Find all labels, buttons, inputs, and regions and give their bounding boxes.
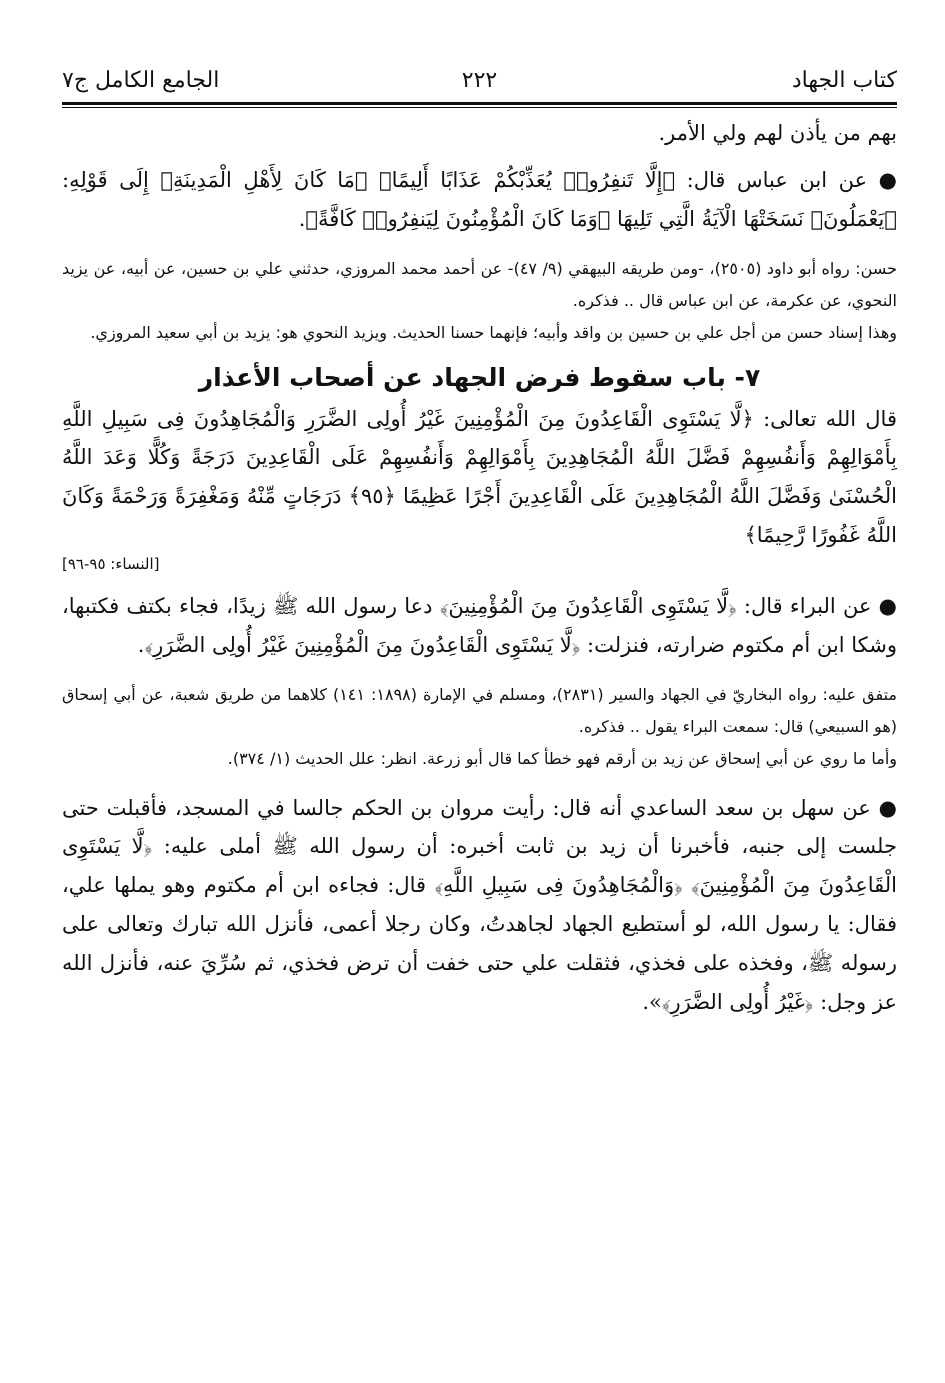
section-heading: ٧- باب سقوط فرض الجهاد عن أصحاب الأعذار [198,362,761,392]
paragraph-continuation: بهم من يأذن لهم ولي الأمر. [658,121,897,145]
book-title: الجامع الكامل ج٧ [62,68,220,93]
page-number: ٢٢٢ [461,68,498,93]
illah-note: وأما ما روي عن أبي إسحاق عن زيد بن أرقم فهو خطأ كما قال أبو زرعة. انظر: علل الحديث (١/ ٣٧٤). [227,748,897,768]
hadith-sahl-ibn-saad: ● عن سهل بن سعد الساعدي أنه قال: رأيت مروان بن الحكم جالسا في المسجد، فأقبلت حتى جلست إلى جنبه، فأخبرنا أن زيد بن ثابت أخبره: أن رسول الله ﷺ أملى عليه: ﴿لَّا يَسْتَوِى الْقَاعِدُونَ مِنَ الْمُؤْمِنِينَ﴾ ﴿وَالْمُجَاهِدُونَ فِى سَبِيلِ اللَّهِ﴾ قال: فجاءه ابن أم مكتوم وهو يملها علي، فقال: يا رسول الله، لو أستطيع الجهاد لجاهدتُ، وكان رجلا أعمى، فأنزل الله تبارك وتعالى على رسوله ﷺ، وفخذه على فخذي، فثقلت علي حتى خفت أن ترض فخذي، ثم سُرِّيَ عنه، فأنزل الله عز وجل: ﴿غَيْرُ أُولِى الضَّرَرِ﴾». [62,795,897,1014]
hadith-al-bara: ● عن البراء قال: ﴿لَّا يَسْتَوِى الْقَاعِدُونَ مِنَ الْمُؤْمِنِينَ﴾ دعا رسول الله ﷺ زيدًا، فجاء بكتف فكتبها، وشكا ابن أم مكتوم ضرارته، فنزلت: ﴿لَّا يَسْتَوِى الْقَاعِدُونَ مِنَ الْمُؤْمِنِينَ غَيْرُ أُولِى الضَّرَرِ﴾. [62,593,897,657]
isnad-note: وهذا إسناد حسن من أجل علي بن حسين بن واقد وأبيه؛ فإنهما حسنا الحديث. ويزيد النحوي هو: يزيد بن أبي سعيد المروزي. [90,322,897,342]
quran-verse: قال الله تعالى: ﴿لَّا يَسْتَوِى الْقَاعِدُونَ مِنَ الْمُؤْمِنِينَ غَيْرُ أُولِى الضَّرَرِ وَالْمُجَاهِدُونَ فِى سَبِيلِ اللَّهِ بِأَمْوَالِهِمْ وَأَنفُسِهِمْ فَضَّلَ اللَّهُ الْمُجَاهِدِينَ بِأَمْوَالِهِمْ وَأَنفُسِهِمْ عَلَى الْقَاعِدِينَ دَرَجَةً وَكُلًّا وَعَدَ اللَّهُ الْحُسْنَىٰ وَفَضَّلَ اللَّهُ الْمُجَاهِدِينَ عَلَى الْقَاعِدِينَ أَجْرًا عَظِيمًا ﴿٩٥﴾ دَرَجَاتٍ مِّنْهُ وَمَغْفِرَةً وَرَحْمَةً وَكَانَ اللَّهُ غَفُورًا رَّحِيمًا﴾ [62,406,897,548]
chapter-title: كتاب الجهاد [791,68,897,93]
running-header [62,60,897,100]
verse-reference: [النساء: ٩٥-٩٦] [62,554,160,573]
hadith-ibn-abbas: ● عن ابن عباس قال: ﴿إِلَّا تَنفِرُوا۟ يُعَذِّبْكُمْ عَذَابًا أَلِيمًا﴾ ﴿مَا كَانَ لِأَهْلِ الْمَدِينَةِ﴾ إِلَى قَوْلِهِ: ﴿يَعْمَلُونَ﴾ نَسَخَتْهَا الْآيَةُ الَّتِي تَلِيهَا ﴿وَمَا كَانَ الْمُؤْمِنُونَ لِيَنفِرُوا۟ كَافَّةً﴾. [62,167,897,231]
takhrij-note: حسن: رواه أبو داود (٢٥٠٥)، -ومن طريقه البيهقي (٩/ ٤٧)- عن أحمد محمد المروزي، حدثني علي بن حسين، عن أبيه، عن يزيد النحوي، عن عكرمة، عن ابن عباس قال .. فذكره. [62,258,898,310]
takhrij-note: متفق عليه: رواه البخاريّ في الجهاد والسير (٢٨٣١)، ومسلم في الإمارة (١٨٩٨: ١٤١) كلاهما من طريق شعبة، عن أبي إسحاق (هو السبيعي) قال: سمعت البراء يقول .. فذكره. [62,684,897,736]
page [62,60,897,1022]
